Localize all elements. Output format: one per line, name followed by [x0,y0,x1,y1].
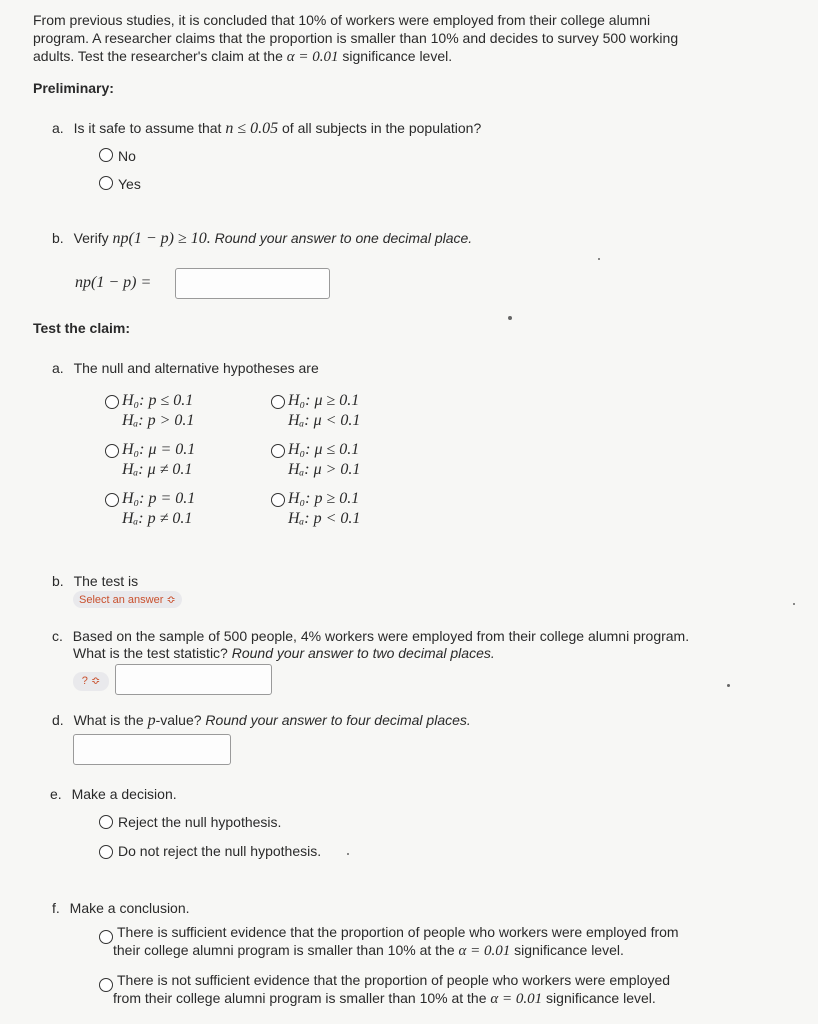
test-b-letter: b. [52,573,64,589]
test-c-line-1 [52,628,689,644]
test-e-prompt: Make a decision. [71,786,177,802]
test-f-letter: f. [52,900,60,916]
conclusion-sufficient-line-2-pre: their college alumni program is smaller than 10% at the [113,942,455,958]
intro-line-3-pre: adults. Test the researcher's claim at the [33,48,283,64]
pencil-dot [347,853,349,855]
test-a-question [52,360,319,376]
conclusion-sufficient-alpha: α = 0.01 [458,943,511,959]
test-c-line-2-post: Round your answer to two decimal places. [231,645,495,661]
test-b-prompt: The test is [73,573,139,589]
hypothesis-option-6-ha: Hₐ: p < 0.1 [288,510,361,527]
test-d-post: Round your answer to four decimal places. [205,712,471,728]
prelim-b-expr: np(1 − p) = [75,274,152,291]
test-d-pre: What is the [73,712,144,728]
conclusion-sufficient-radio[interactable] [99,930,113,944]
hypothesis-option-3-radio[interactable] [105,444,119,458]
hypothesis-option-5-ha: Hₐ: p ≠ 0.1 [122,510,193,527]
hypothesis-option-2-ha: Hₐ: μ < 0.1 [288,412,361,429]
test-a-prompt: The null and alternative hypotheses are [73,360,319,376]
hypothesis-option-5-radio[interactable] [105,493,119,507]
hypothesis-option-3-h0: H₀: μ = 0.1 [122,441,196,458]
decision-not-reject-radio[interactable] [99,845,113,859]
prelim-a-yes-radio[interactable] [99,176,113,190]
prelim-b-answer-input[interactable] [175,268,330,299]
test-c-line-2 [73,645,495,661]
hypothesis-option-4-ha: Hₐ: μ > 0.1 [288,461,361,478]
preliminary-heading: Preliminary: [33,80,114,96]
hypothesis-option-2-radio[interactable] [271,395,285,409]
test-f-prompt: Make a conclusion. [69,900,190,916]
pencil-dot [598,258,600,260]
hypothesis-option-2-h0: H₀: μ ≥ 0.1 [288,392,360,409]
prelim-b-letter: b. [52,230,64,246]
prelim-a-no-radio[interactable] [99,148,113,162]
prelim-a-yes-label: Yes [118,176,141,192]
test-d-mid: -value? [155,712,202,728]
test-a-letter: a. [52,360,64,376]
intro-line-3-post: significance level. [342,48,453,64]
decision-reject-radio[interactable] [99,815,113,829]
conclusion-not-sufficient-line-2 [113,990,656,1008]
prelim-b-pre: Verify [73,230,109,246]
test-statistic-input[interactable] [115,664,272,695]
decision-reject-label: Reject the null hypothesis. [118,814,282,830]
hypothesis-option-1-ha: Hₐ: p > 0.1 [122,412,195,429]
conclusion-not-sufficient-radio[interactable] [99,978,113,992]
hypothesis-option-4-radio[interactable] [271,444,285,458]
intro-line-3 [33,48,452,66]
prelim-b-question [52,230,472,248]
prelim-a-math: n ≤ 0.05 [225,120,279,137]
prelim-b-post: Round your answer to one decimal place. [214,230,473,246]
conclusion-not-sufficient-line-2-pre: from their college alumni program is smaller than 10% at the [113,990,487,1006]
conclusion-sufficient-line-2-post: significance level. [514,942,624,958]
conclusion-not-sufficient-alpha: α = 0.01 [490,991,543,1007]
intro-line-2: program. A researcher claims that the proportion is smaller than 10% and decides to survey 500 working [33,30,679,46]
test-d-math: p [147,712,156,729]
test-e-letter: e. [50,786,62,802]
intro-line-1: From previous studies, it is concluded that 10% of workers were employed from their college alumni [33,12,651,28]
test-type-select[interactable]: Select an answer ≎ [73,591,182,608]
prelim-a-pre: Is it safe to assume that [73,120,222,136]
hypothesis-option-1-radio[interactable] [105,395,119,409]
hypothesis-option-5-h0: H₀: p = 0.1 [122,490,196,507]
test-d-question [52,712,471,730]
test-statistic-symbol-select[interactable]: ? ≎ [73,672,109,691]
conclusion-not-sufficient-line-1: There is not sufficient evidence that the proportion of people who workers were employed [117,972,671,988]
hypothesis-option-6-h0: H₀: p ≥ 0.1 [288,490,360,507]
test-f-question [52,900,190,916]
prelim-b-math: np(1 − p) ≥ 10. [112,230,211,247]
pencil-dot [727,684,730,687]
test-c-line-1-text: Based on the sample of 500 people, 4% workers were employed from their college alumni program. [72,628,690,644]
pencil-dot [508,316,512,320]
hypothesis-option-3-ha: Hₐ: μ ≠ 0.1 [122,461,193,478]
test-e-question [50,786,177,802]
test-heading: Test the claim: [33,320,130,336]
prelim-a-letter: a. [52,120,64,136]
prelim-a-no-label: No [118,148,136,164]
decision-not-reject-label: Do not reject the null hypothesis. [118,843,322,859]
test-c-line-2-pre: What is the test statistic? [73,645,228,661]
intro-alpha: α = 0.01 [286,49,339,65]
test-b-question [52,573,138,589]
hypothesis-option-6-radio[interactable] [271,493,285,507]
conclusion-sufficient-line-1: There is sufficient evidence that the proportion of people who workers were employed from [117,924,679,940]
conclusion-not-sufficient-line-2-post: significance level. [546,990,656,1006]
test-c-letter: c. [52,628,63,644]
hypothesis-option-1-h0: H₀: p ≤ 0.1 [122,392,194,409]
prelim-a-question [52,120,481,138]
p-value-input[interactable] [73,734,231,765]
conclusion-sufficient-line-2 [113,942,624,960]
prelim-a-post: of all subjects in the population? [282,120,482,136]
hypothesis-option-4-h0: H₀: μ ≤ 0.1 [288,441,360,458]
pencil-dot [793,603,795,605]
test-d-letter: d. [52,712,64,728]
